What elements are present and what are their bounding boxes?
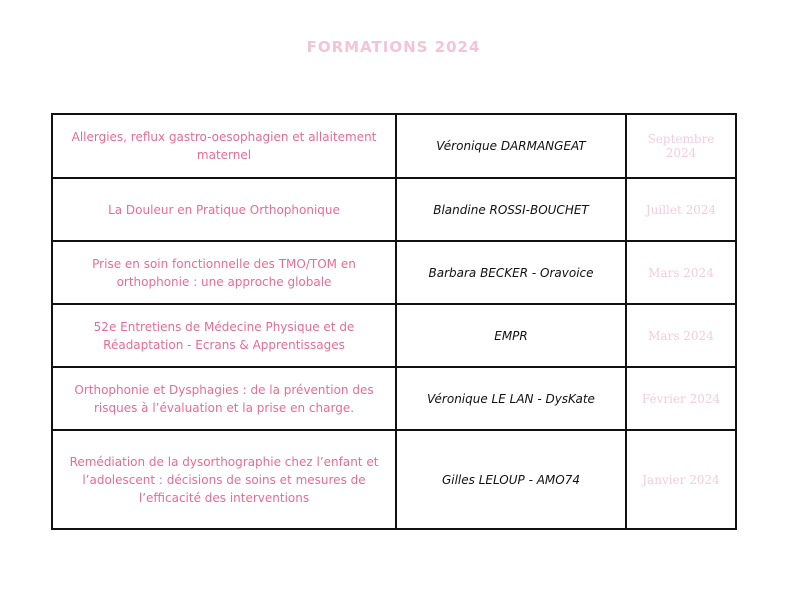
formation-title: Allergies, reflux gastro-oesophagien et allaitement maternel xyxy=(52,114,396,178)
table-row xyxy=(52,241,736,304)
formation-speaker: Barbara BECKER - Oravoice xyxy=(396,241,626,304)
formation-date: Mars 2024 xyxy=(626,304,736,367)
table-row xyxy=(52,304,736,367)
page-title: FORMATIONS 2024 xyxy=(306,38,481,56)
table-row xyxy=(52,367,736,430)
formation-speaker: Blandine ROSSI-BOUCHET xyxy=(396,178,626,241)
formation-title: Orthophonie et Dysphagies : de la prévention des risques à l’évaluation et la prise en charge. xyxy=(52,367,396,430)
formation-date: Mars 2024 xyxy=(626,241,736,304)
formation-speaker: Gilles LELOUP - AMO74 xyxy=(396,430,626,529)
formation-date: Septembre 2024 xyxy=(626,114,736,178)
formation-title: 52e Entretiens de Médecine Physique et de Réadaptation - Ecrans & Apprentissages xyxy=(52,304,396,367)
formation-title: La Douleur en Pratique Orthophonique xyxy=(52,178,396,241)
table-row xyxy=(52,178,736,241)
table-row xyxy=(52,114,736,178)
formation-speaker: Véronique DARMANGEAT xyxy=(396,114,626,178)
formation-speaker: Véronique LE LAN - DysKate xyxy=(396,367,626,430)
formation-date: Février 2024 xyxy=(626,367,736,430)
formations-table xyxy=(51,113,737,530)
formation-date: Janvier 2024 xyxy=(626,430,736,529)
formation-title: Prise en soin fonctionnelle des TMO/TOM en orthophonie : une approche globale xyxy=(52,241,396,304)
table-row xyxy=(52,430,736,529)
formation-title: Remédiation de la dysorthographie chez l’enfant et l’adolescent : décisions de soins et mesures de l’efficacité des interventions xyxy=(52,430,396,529)
formation-date: Juillet 2024 xyxy=(626,178,736,241)
formation-speaker: EMPR xyxy=(396,304,626,367)
